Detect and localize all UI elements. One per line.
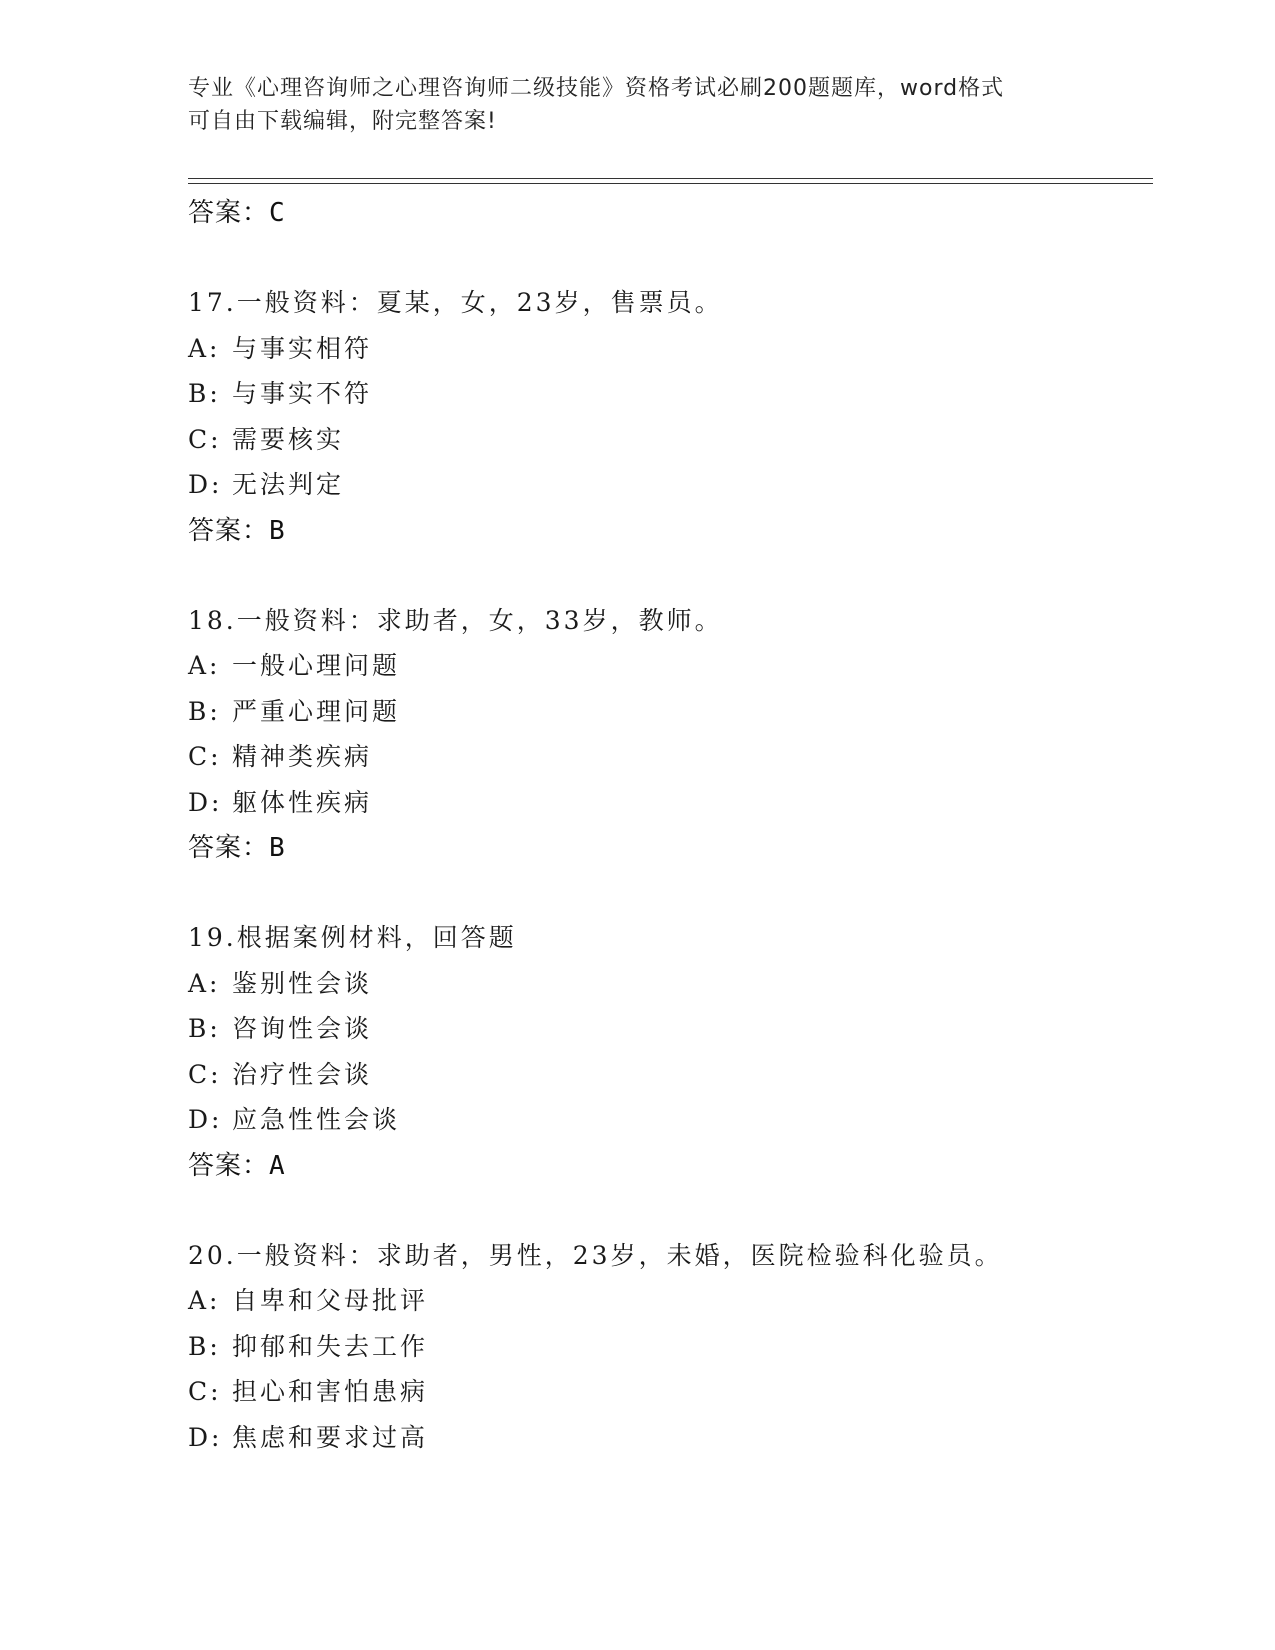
option-text: 与事实不符 [232,379,373,408]
answer-value: A [269,1150,286,1181]
option-letter: C: [188,742,222,771]
question-list [188,190,1148,1460]
option-b [188,1006,1148,1052]
question-title: 20.一般资料：求助者，男性，23岁，未婚，医院检验科化验员。 [188,1240,1003,1270]
option-text: 咨询性会谈 [232,1014,373,1043]
header-divider-bottom [188,183,1153,184]
answer-line [188,1143,1148,1189]
option-b [188,1324,1148,1370]
option-text: 担心和害怕患病 [232,1377,429,1406]
option-letter: D: [188,1422,223,1452]
option-d [188,462,1148,508]
option-letter: B: [188,696,221,726]
option-letter: D: [188,470,223,499]
option-text: 无法判定 [232,470,345,499]
answer-label: 答案： [188,1150,270,1181]
option-d [188,1097,1148,1143]
header-divider-top [188,178,1153,179]
option-c [188,1369,1148,1415]
option-letter: A: [188,333,221,363]
option-letter: B: [188,1014,221,1043]
answer-line [188,825,1148,871]
option-c [188,1052,1148,1098]
answer-label: 答案： [188,198,270,228]
option-letter: A: [188,651,221,680]
option-text: 需要核实 [232,424,345,454]
question-title: 19.根据案例材料，回答题 [188,923,517,952]
header-line-2: 可自由下载编辑，附完整答案! [188,109,497,134]
option-a [188,961,1148,1007]
option-letter: D: [188,1105,223,1134]
question-title: 18.一般资料：求助者，女，33岁，教师。 [188,605,723,635]
option-text: 应急性性会谈 [232,1105,401,1134]
option-text: 抑郁和失去工作 [232,1331,429,1361]
header-line-1: 专业《心理咨询师之心理咨询师二级技能》资格考试必刷200题题库，word格式 [188,76,1005,101]
option-a [188,326,1148,372]
question-17 [188,280,1148,554]
option-text: 一般心理问题 [232,651,401,680]
option-b [188,371,1148,417]
option-c [188,734,1148,780]
question-title: 17.一般资料：夏某，女，23岁，售票员。 [188,288,723,317]
option-text: 自卑和父母批评 [232,1286,429,1315]
option-a [188,643,1148,689]
question-19 [188,915,1148,1189]
question-18 [188,598,1148,872]
option-c [188,417,1148,463]
option-text: 鉴别性会谈 [232,968,373,998]
option-d [188,1415,1148,1461]
answer-line [188,508,1148,554]
option-letter: C: [188,1059,222,1089]
option-letter: A: [188,968,221,998]
option-letter: C: [188,1377,222,1406]
option-d [188,780,1148,826]
answer-label: 答案： [188,515,270,546]
option-text: 严重心理问题 [232,696,401,726]
option-letter: B: [188,1331,221,1361]
option-text: 焦虑和要求过高 [232,1422,429,1452]
option-text: 治疗性会谈 [232,1059,373,1089]
answer-label: 答案： [188,833,270,863]
option-text: 躯体性疾病 [232,787,373,817]
answer-line [188,190,1148,236]
answer-value: B [269,833,286,863]
option-letter: C: [188,424,222,454]
document-header [188,72,1068,138]
option-letter: B: [188,379,221,408]
option-text: 与事实相符 [232,333,373,363]
option-a [188,1278,1148,1324]
option-text: 精神类疾病 [232,742,373,771]
answer-value: C [269,198,286,228]
option-b [188,689,1148,735]
answer-value: B [269,515,286,546]
option-letter: A: [188,1286,221,1315]
option-letter: D: [188,787,223,817]
question-20 [188,1233,1148,1461]
